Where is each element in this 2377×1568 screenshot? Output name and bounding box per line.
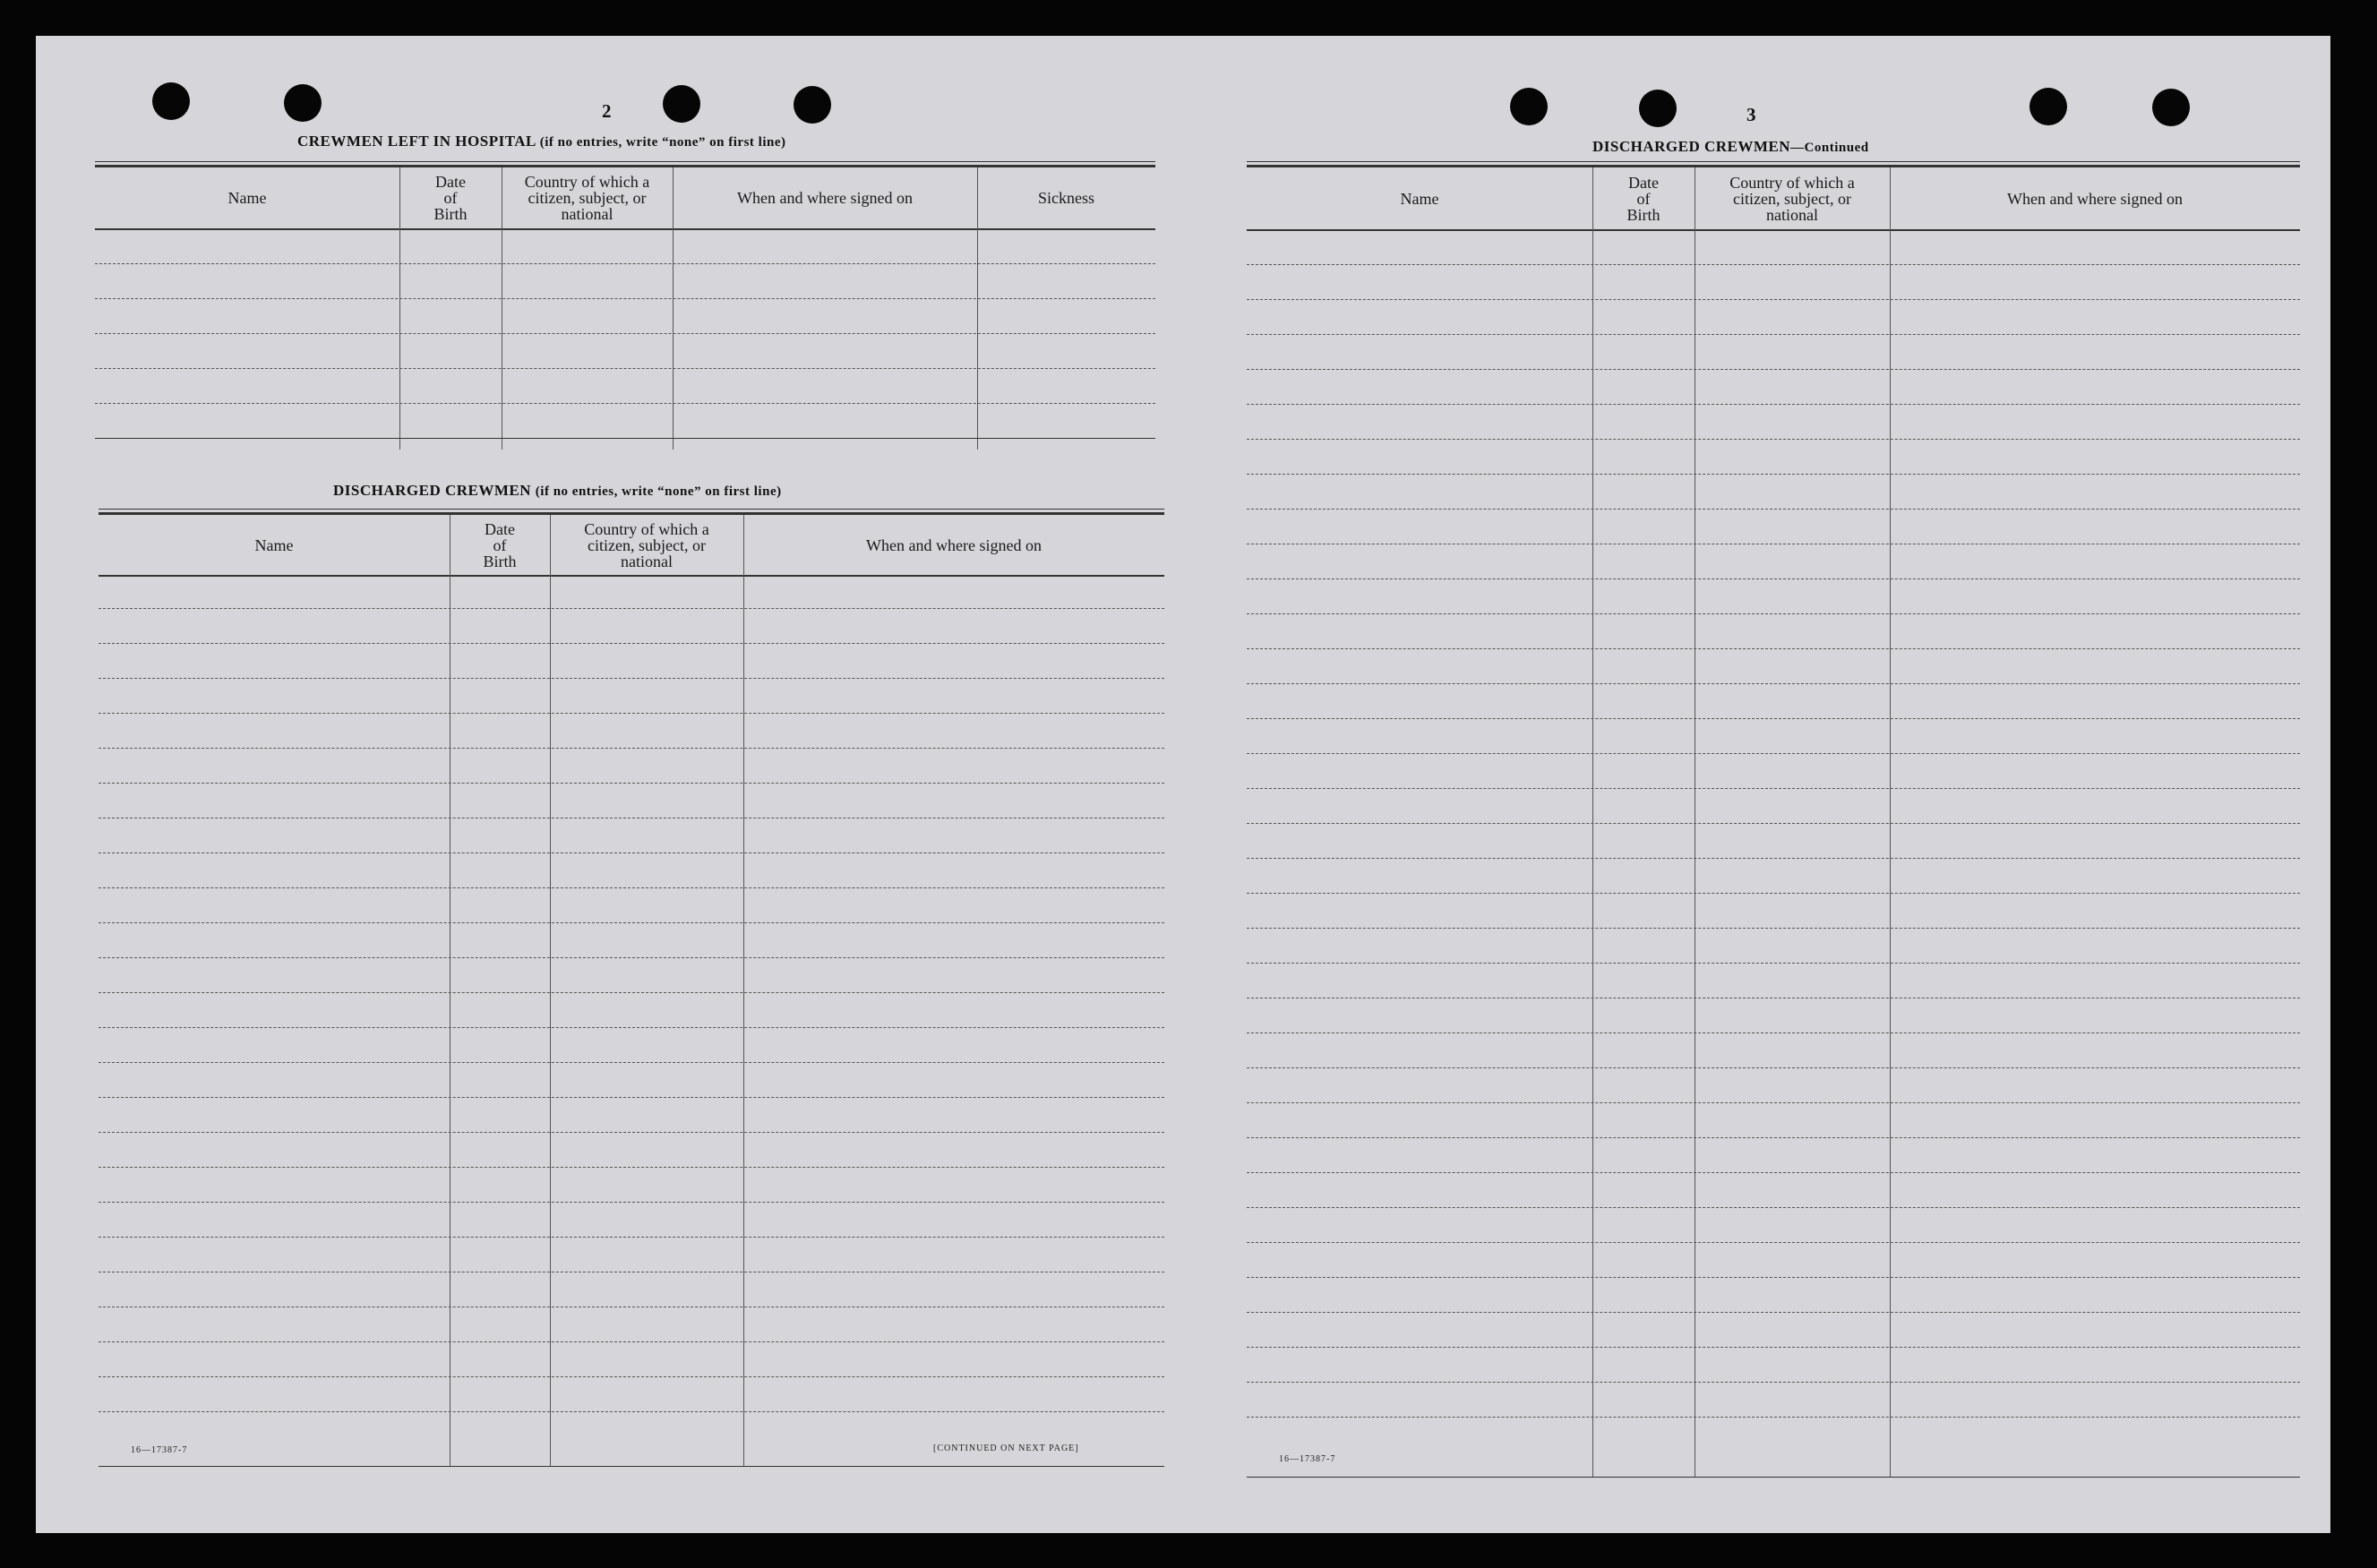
table-row (99, 783, 1164, 784)
table-row (95, 333, 1155, 334)
table-row (1247, 369, 2300, 370)
table-row (99, 922, 1164, 923)
table-row (99, 1341, 1164, 1342)
table-row (1247, 474, 2300, 475)
punch-hole (2152, 89, 2190, 126)
table-row (1247, 788, 2300, 789)
punch-hole (152, 82, 190, 120)
table-row (99, 1027, 1164, 1028)
column-header-country: Country of which a citizen, subject, or national (524, 173, 650, 223)
column-header-signed-on: When and where signed on (866, 536, 1042, 554)
table-row (1247, 299, 2300, 300)
table-row (1247, 1032, 2300, 1033)
table-row (1247, 1207, 2300, 1208)
table-row (95, 263, 1155, 264)
table-row (1247, 648, 2300, 649)
table-row (95, 368, 1155, 369)
punch-hole (663, 85, 700, 123)
table-row (1247, 823, 2300, 824)
table-row (1247, 1172, 2300, 1173)
table-row (99, 1237, 1164, 1238)
table-row (1247, 613, 2300, 614)
table-rule (1247, 161, 2300, 162)
discharged-continued-title-text: DISCHARGED CREWMEN (1592, 138, 1791, 155)
column-header-name: Name (227, 189, 267, 207)
column-header-country: Country of which a citizen, subject, or national (584, 519, 709, 570)
table-row (1247, 334, 2300, 335)
column-header-date-of-birth: Date of Birth (483, 519, 517, 570)
table-row (1247, 928, 2300, 929)
table-row (1247, 1347, 2300, 1348)
table-row (95, 403, 1155, 404)
discharged-title-text: DISCHARGED CREWMEN (333, 482, 532, 499)
table-row (99, 1202, 1164, 1203)
column-header-name: Name (254, 536, 294, 554)
table-row (99, 713, 1164, 714)
table-row (95, 438, 1155, 439)
column-divider (450, 515, 451, 1467)
discharged-section-title (333, 482, 782, 500)
table-row (99, 643, 1164, 644)
table-row (1247, 1417, 2300, 1418)
continued-note: [CONTINUED ON NEXT PAGE] (933, 1444, 1079, 1453)
page-number-left: 2 (602, 100, 612, 122)
table-row (1247, 718, 2300, 719)
punch-hole (2029, 88, 2067, 125)
table-row (1247, 439, 2300, 440)
table-row (95, 298, 1155, 299)
continued-suffix: —Continued (1790, 141, 1869, 155)
discharged-title-instruction: (if no entries, write “none” on first line) (535, 484, 782, 499)
hospital-section-title (297, 133, 786, 150)
table-row (99, 957, 1164, 958)
table-row (99, 887, 1164, 888)
form-number-left: 16—17387-7 (131, 1445, 188, 1455)
table-rule (99, 509, 1164, 510)
column-header-sickness: Sickness (1038, 189, 1094, 207)
discharged-continued-table (1247, 161, 2300, 1478)
table-row (1247, 858, 2300, 859)
column-header-name: Name (1400, 189, 1439, 208)
table-row (1247, 509, 2300, 510)
table-row (99, 748, 1164, 749)
table-row (99, 1132, 1164, 1133)
punch-hole (284, 84, 322, 122)
table-row (1247, 1277, 2300, 1278)
table-row (1247, 893, 2300, 894)
hospital-title-instruction: (if no entries, write “none” on first line) (539, 135, 786, 150)
column-header-date-of-birth: Date of Birth (433, 173, 468, 223)
table-row (99, 1062, 1164, 1063)
table-row (1247, 1312, 2300, 1313)
column-divider (550, 515, 551, 1467)
table-row (99, 1097, 1164, 1098)
table-row (1247, 264, 2300, 265)
table-row (1247, 578, 2300, 579)
form-sheet (36, 36, 2330, 1533)
table-row (99, 1376, 1164, 1377)
table-row (1247, 1477, 2300, 1478)
table-row (99, 1466, 1164, 1467)
table-row (1247, 683, 2300, 684)
table-row (1247, 1242, 2300, 1243)
table-row (99, 1167, 1164, 1168)
table-row (99, 678, 1164, 679)
discharged-table (99, 509, 1164, 1467)
column-divider (743, 515, 744, 1467)
hospital-title-text: CREWMEN LEFT IN HOSPITAL (297, 133, 536, 150)
table-row (1247, 1102, 2300, 1103)
table-row (99, 608, 1164, 609)
table-row (1247, 1382, 2300, 1383)
hospital-table (95, 161, 1155, 450)
table-row (1247, 404, 2300, 405)
table-rule (95, 161, 1155, 162)
discharged-continued-title (1592, 138, 1869, 156)
column-header-date-of-birth: Date of Birth (1626, 173, 1660, 224)
table-row (99, 992, 1164, 993)
page-number-right: 3 (1746, 104, 1756, 125)
punch-hole (794, 86, 831, 124)
column-header-signed-on: When and where signed on (2007, 189, 2183, 208)
punch-hole (1510, 88, 1548, 125)
table-row (1247, 1067, 2300, 1068)
table-row (99, 1411, 1164, 1412)
table-row (1247, 753, 2300, 754)
header-rule (99, 575, 1164, 577)
table-row (1247, 1137, 2300, 1138)
header-rule (1247, 229, 2300, 231)
column-header-signed-on: When and where signed on (737, 189, 913, 207)
header-rule (95, 228, 1155, 230)
table-row (1247, 963, 2300, 964)
form-number-right: 16—17387-7 (1279, 1454, 1336, 1464)
column-header-country: Country of which a citizen, subject, or national (1729, 173, 1855, 224)
punch-hole (1639, 90, 1677, 127)
